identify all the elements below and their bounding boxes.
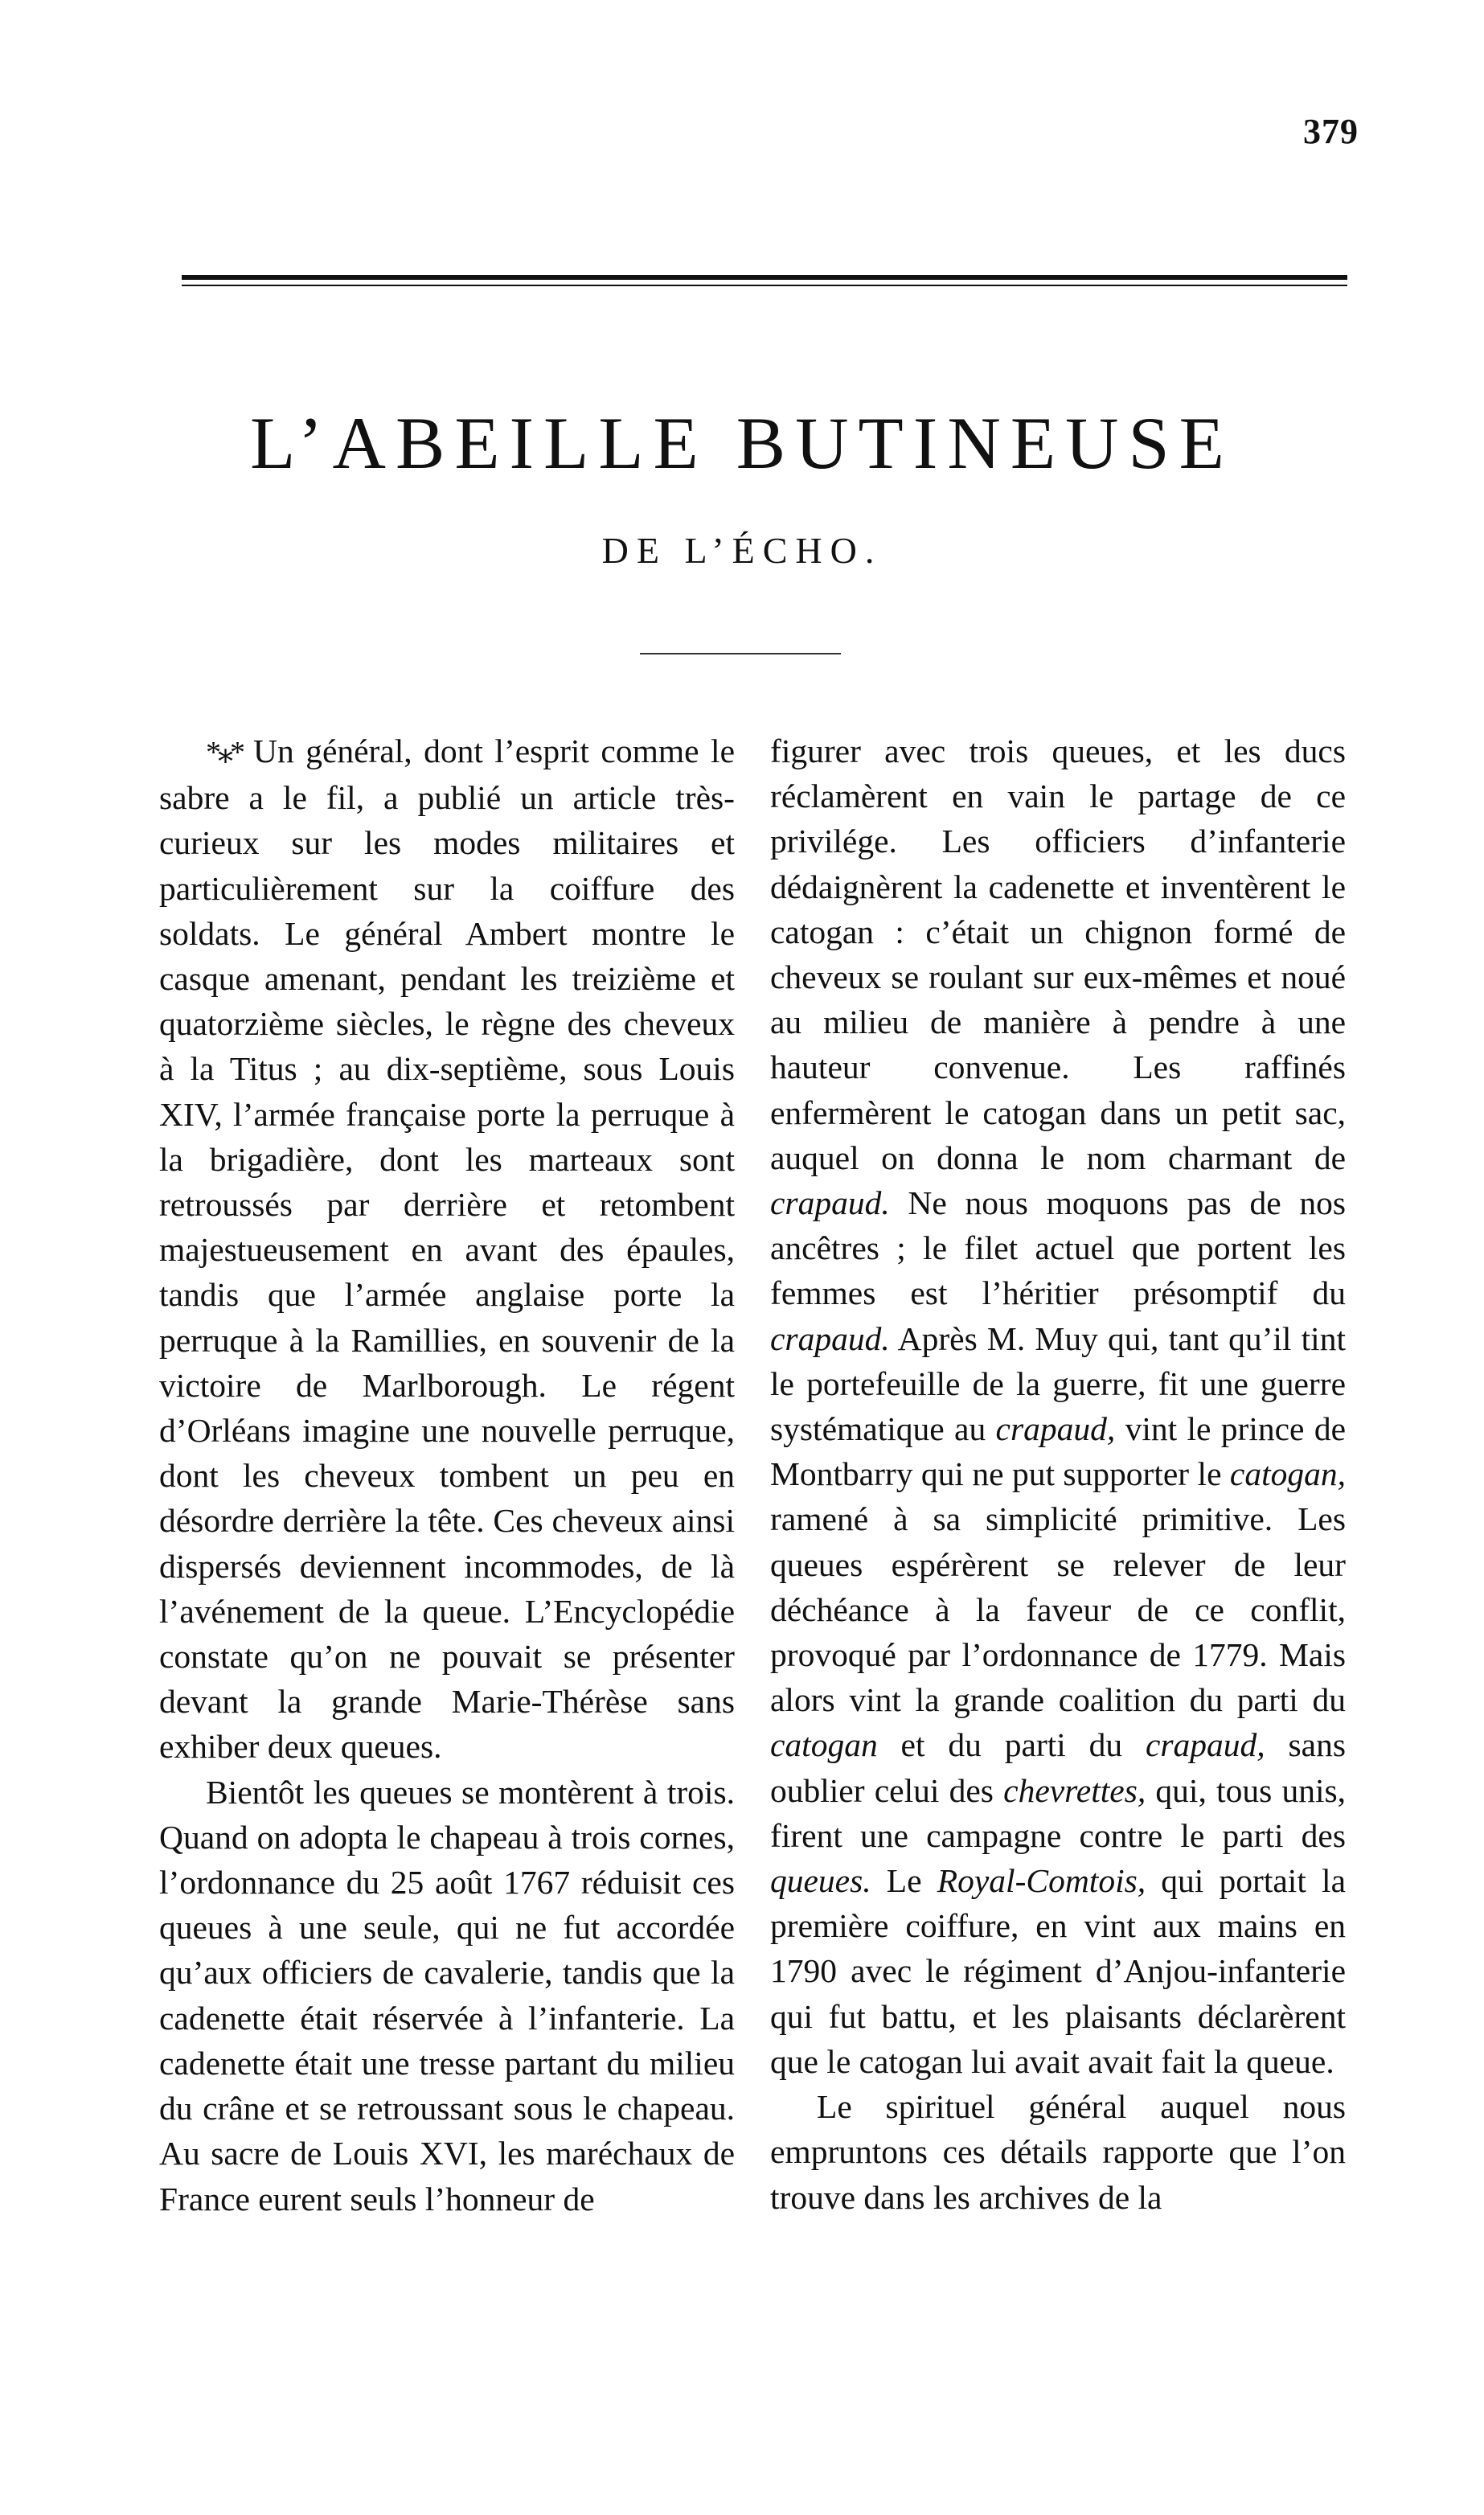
italic-term: catogan,	[1229, 1455, 1346, 1493]
text-run: sans oublier celui des	[770, 1726, 1346, 1809]
page-number: 379	[1303, 112, 1359, 151]
paragraph-1-text: Un général, dont l’esprit comme le sabre a le fil, a publié un article très-curieux sur les modes militaires et particulièrement sur la coiffure des soldats. Le général Ambert montre le casque amenant, pendant les treizième et quatorzième siècles, le règne des cheveux à la Titus ; au dix-septième, sous Louis XIV, l’armée française porte la perruque à la brigadière, dont les marteaux sont retroussés par derrière et retombent majestueusement en avant des épaules, tandis que l’armée anglaise porte la perruque à la Ramillies, en souvenir de la victoire de Marlborough. Le régent d’Orléans imagine une nouvelle perruque, dont les cheveux tombent un peu en désordre derrière la tête. Ces cheveux ainsi dispersés deviennent incommodes, de là l’avénement de la queue. L’Encyclopédie constate qu’on ne pouvait se présenter devant la grande Marie-Thérèse sans exhiber deux queues.	[159, 732, 735, 1766]
italic-term: crapaud,	[1145, 1726, 1265, 1764]
page-subtitle: DE L’ÉCHO.	[601, 530, 883, 571]
text-column-left	[159, 728, 735, 2222]
italic-term: Royal-Comtois,	[937, 1862, 1146, 1900]
italic-term: queues.	[770, 1862, 871, 1900]
text-run: figurer avec trois queues, et les ducs réclamèrent en vain le partage de ce privilége. Les officiers d’infanterie dédaignèrent la cadenette et inventèrent le catogan : c’était un chignon formé de cheveux se roulant sur eux-mêmes et noué au milieu de manière à pendre à une hauteur convenue. Les raffinés enfermèrent le catogan dans un petit sac, auquel on donna le nom charmant de	[770, 732, 1346, 1176]
paragraph-2: Bientôt les queues se montèrent à trois. Quand on adopta le chapeau à trois cornes, l’ordonnance du 25 août 1767 réduisit ces queues à une seule, qui ne fut accordée qu’aux officiers de cavalerie, tandis que la cadenette était réservée à l’infanterie. La cadenette était une tresse partant du milieu du crâne et se retroussant sous le chapeau. Au sacre de Louis XVI, les maréchaux de France eurent seuls l’honneur de	[159, 1773, 735, 2218]
text-column-right	[770, 728, 1346, 2220]
text-run: qui portait la première coiffure, en vint aux mains en 1790 avec le régiment d’Anjou-infanterie qui fut battu, et les plaisants déclarèrent que le catogan lui avait avait fait la queue.	[770, 1862, 1346, 2080]
header-rule-thick	[182, 275, 1347, 280]
text-run: qui, tous unis, firent une campagne contre le parti des	[770, 1771, 1346, 1854]
text-run: Après M. Muy qui, tant qu’il tint le portefeuille de la guerre, fit une guerre systématique au	[770, 1319, 1346, 1448]
text-run: ramené à sa simplicité primitive. Les queues espérèrent se relever de leur déchéance à la faveur de ce conflit, provoqué par l’ordonnance de 1779. Mais alors vint la grande coalition du parti du	[770, 1500, 1346, 1719]
text-run: Ne nous moquons pas de nos ancêtres ; le filet actuel que portent les femmes est l’héritier présomptif du	[770, 1184, 1346, 1312]
section-divider	[640, 653, 841, 654]
paragraph-3: Le spirituel général auquel nous empruntons ces détails rapporte que l’on trouve dans les archives de la	[770, 2088, 1346, 2216]
text-run: Le	[871, 1862, 937, 1900]
text-run: vint le prince de Montbarry qui ne put supporter le	[770, 1410, 1346, 1493]
italic-term: crapaud.	[770, 1319, 890, 1357]
text-run: et du parti du	[877, 1726, 1146, 1764]
italic-term: crapaud.	[770, 1184, 890, 1222]
paragraph-continued	[770, 728, 1346, 2084]
paragraph-1	[159, 728, 735, 1770]
asterism: *⁎*	[206, 736, 242, 769]
italic-term: crapaud,	[995, 1410, 1116, 1448]
header-rule-thin	[182, 285, 1347, 286]
italic-term: catogan	[770, 1726, 878, 1764]
italic-term: chevrettes,	[1003, 1771, 1146, 1809]
page-title: L’ABEILLE BUTINEUSE	[250, 402, 1234, 484]
